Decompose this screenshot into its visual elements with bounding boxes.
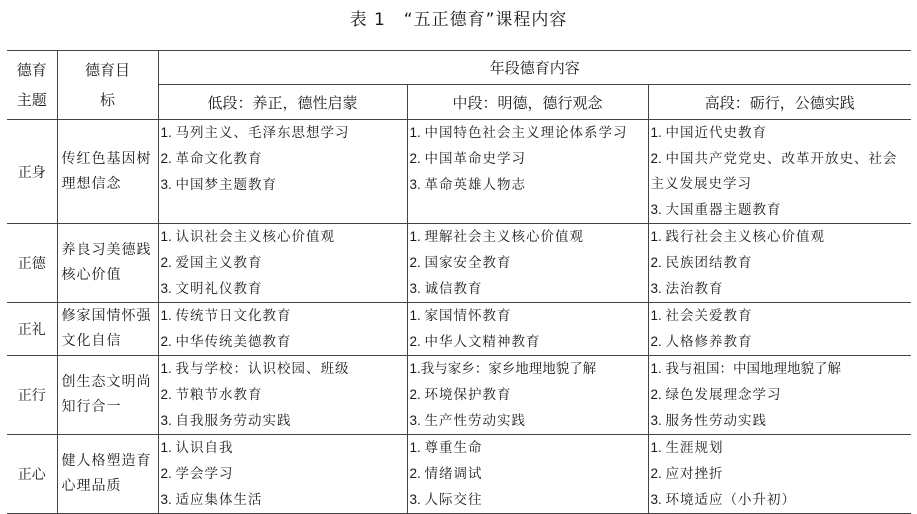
header-stage-content: 年段德育内容 bbox=[158, 51, 911, 85]
low-stage-cell bbox=[158, 120, 407, 224]
list-item: 2. 环境保护教育 bbox=[409, 387, 512, 403]
list-item: 2. 情绪调试 bbox=[409, 466, 483, 482]
list-item: 1. 我与学校：认识校园、班级 bbox=[160, 361, 350, 377]
list-item: 2. 中国共产党党史、改革开放史、社会主义发展史学习 bbox=[650, 151, 898, 192]
mid-stage-cell bbox=[407, 120, 648, 224]
high-stage-cell bbox=[648, 224, 911, 303]
list-item: 1. 家国情怀教育 bbox=[409, 308, 512, 324]
theme-cell: 正行 bbox=[7, 356, 57, 435]
list-item: 2. 国家安全教育 bbox=[409, 255, 512, 271]
header-stage-mid: 中段：明德，德行观念 bbox=[407, 85, 648, 120]
high-stage-cell bbox=[648, 435, 911, 514]
mid-stage-cell bbox=[407, 224, 648, 303]
goal-cell: 传红色基因树理想信念 bbox=[57, 120, 158, 224]
list-item: 1. 认识社会主义核心价值观 bbox=[160, 229, 336, 245]
low-stage-cell bbox=[158, 303, 407, 356]
curriculum-table bbox=[7, 50, 911, 514]
list-item: 1. 中国近代史教育 bbox=[650, 125, 768, 141]
list-item: 1. 马列主义、毛泽东思想学习 bbox=[160, 125, 350, 141]
list-item: 3. 文明礼仪教育 bbox=[160, 281, 263, 297]
mid-stage-cell bbox=[407, 303, 648, 356]
list-item: 1. 社会关爱教育 bbox=[650, 308, 753, 324]
table-row-zhengxin bbox=[7, 435, 911, 514]
list-item: 2. 爱国主义教育 bbox=[160, 255, 263, 271]
list-item: 1. 践行社会主义核心价值观 bbox=[650, 229, 826, 245]
header-theme: 德育主题 bbox=[7, 51, 57, 120]
table-row-zhengxing bbox=[7, 356, 911, 435]
list-item: 3. 法治教育 bbox=[650, 281, 724, 297]
list-item: 3. 大国重器主题教育 bbox=[650, 202, 782, 218]
list-item: 2. 民族团结教育 bbox=[650, 255, 753, 271]
list-item: 1. 传统节日文化教育 bbox=[160, 308, 292, 324]
table-row-zhengde bbox=[7, 224, 911, 303]
list-item: 2. 中国革命史学习 bbox=[409, 151, 527, 167]
list-item: 2. 中华传统美德教育 bbox=[160, 334, 292, 350]
list-item: 2. 革命文化教育 bbox=[160, 151, 263, 167]
high-stage-cell bbox=[648, 356, 911, 435]
theme-cell: 正心 bbox=[7, 435, 57, 514]
list-item: 1. 尊重生命 bbox=[409, 440, 483, 456]
list-item: 3. 革命英雄人物志 bbox=[409, 177, 527, 193]
table-row-zhengshen bbox=[7, 120, 911, 224]
list-item: 2. 绿色发展理念学习 bbox=[650, 387, 782, 403]
mid-stage-cell bbox=[407, 435, 648, 514]
goal-cell: 养良习美德践核心价值 bbox=[57, 224, 158, 303]
list-item: 2. 节粮节水教育 bbox=[160, 387, 263, 403]
header-goal: 德育目标 bbox=[57, 51, 158, 120]
list-item: 1. 我与祖国：中国地理地貌了解 bbox=[650, 361, 842, 377]
mid-stage-cell bbox=[407, 356, 648, 435]
low-stage-cell bbox=[158, 435, 407, 514]
list-item: 1. 中国特色社会主义理论体系学习 bbox=[409, 125, 628, 141]
list-item: 2. 应对挫折 bbox=[650, 466, 724, 482]
theme-cell: 正身 bbox=[7, 120, 57, 224]
list-item: 3. 适应集体生活 bbox=[160, 492, 263, 508]
list-item: 1. 生涯规划 bbox=[650, 440, 724, 456]
list-item: 1. 认识自我 bbox=[160, 440, 234, 456]
goal-cell: 创生态文明尚知行合一 bbox=[57, 356, 158, 435]
list-item: 3. 服务性劳动实践 bbox=[650, 413, 768, 429]
table-row-zhengli bbox=[7, 303, 911, 356]
list-item: 2. 人格修养教育 bbox=[650, 334, 753, 350]
list-item: 3. 生产性劳动实践 bbox=[409, 413, 527, 429]
header-stage-high: 高段：砺行，公德实践 bbox=[648, 85, 911, 120]
low-stage-cell bbox=[158, 224, 407, 303]
goal-cell: 健人格塑造育心理品质 bbox=[57, 435, 158, 514]
high-stage-cell bbox=[648, 303, 911, 356]
list-item: 2. 学会学习 bbox=[160, 466, 234, 482]
list-item: 3. 中国梦主题教育 bbox=[160, 177, 278, 193]
high-stage-cell bbox=[648, 120, 911, 224]
list-item: 1.我与家乡：家乡地理地貌了解 bbox=[409, 361, 597, 377]
theme-cell: 正礼 bbox=[7, 303, 57, 356]
low-stage-cell bbox=[158, 356, 407, 435]
theme-cell: 正德 bbox=[7, 224, 57, 303]
list-item: 3. 诚信教育 bbox=[409, 281, 483, 297]
list-item: 3. 自我服务劳动实践 bbox=[160, 413, 292, 429]
list-item: 3. 环境适应（小升初） bbox=[650, 492, 797, 508]
goal-cell: 修家国情怀强文化自信 bbox=[57, 303, 158, 356]
list-item: 1. 理解社会主义核心价值观 bbox=[409, 229, 585, 245]
list-item: 2. 中华人文精神教育 bbox=[409, 334, 541, 350]
list-item: 3. 人际交往 bbox=[409, 492, 483, 508]
table-caption: 表 1 “五正德育”课程内容 bbox=[349, 10, 568, 30]
header-stage-low: 低段：养正，德性启蒙 bbox=[158, 85, 407, 120]
